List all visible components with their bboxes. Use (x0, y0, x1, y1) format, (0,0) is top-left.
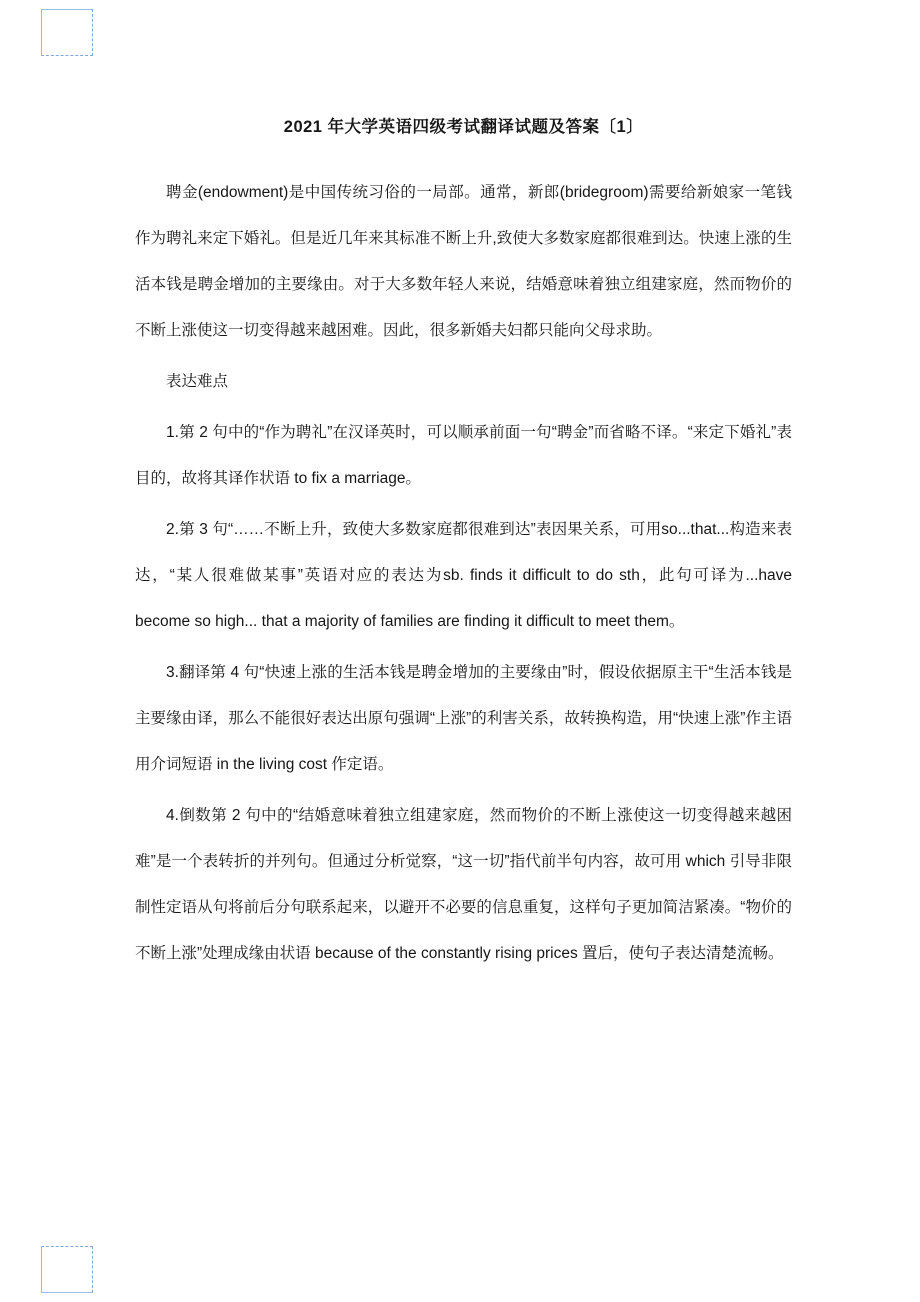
footer-boundary-mark (41, 1246, 93, 1293)
paragraph-point-2: 2.第 3 句“……不断上升，致使大多数家庭都很难到达”表因果关系，可用so...that...构造来表达，“某人很难做某事”英语对应的表达为sb. finds it difficult to do sth，此句可译为...have become so high... that a majority of families are finding it difficult to meet them。 (135, 521, 792, 630)
paragraph-intro: 聘金(endowment)是中国传统习俗的一局部。通常，新郎(bridegroom)需要给新娘家一笔钱作为聘礼来定下婚礼。但是近几年来其标准不断上升,致使大多数家庭都很难到达。快速上涨的生活本钱是聘金增加的主要缘由。对于大多数年轻人来说，结婚意味着独立组建家庭，然而物价的不断上涨使这一切变得越来越困难。因此，很多新婚夫妇都只能向父母求助。 (135, 184, 792, 339)
paragraph-point-4: 4.倒数第 2 句中的“结婚意味着独立组建家庭，然而物价的不断上涨使这一切变得越来越困难”是一个表转折的并列句。但通过分析觉察，“这一切”指代前半句内容，故可用 which 引导非限制性定语从句将前后分句联系起来，以避开不必要的信息重复，这样句子更加简洁紧凑。“物价的不断上涨”处理成缘由状语 because of the constantly rising prices 置后，使句子表达清楚流畅。 (135, 807, 792, 962)
section-heading-expression-difficulties: 表达难点 (166, 373, 229, 390)
paragraph-point-3: 3.翻译第 4 句“快速上涨的生活本钱是聘金增加的主要缘由”时，假设依据原主干“生活本钱是主要缘由译，那么不能很好表达出原句强调“上涨”的利害关系，故转换构造，用“快速上涨”作主语用介词短语 in the living cost 作定语。 (135, 664, 792, 773)
paragraph-point-1: 1.第 2 句中的“作为聘礼”在汉译英时，可以顺承前面一句“聘金”而省略不译。“来定下婚礼”表目的，故将其译作状语 to fix a marriage。 (135, 424, 792, 487)
page-title: 2021 年大学英语四级考试翻译试题及答案〔1〕 (283, 118, 644, 136)
header-boundary-mark (41, 9, 93, 56)
